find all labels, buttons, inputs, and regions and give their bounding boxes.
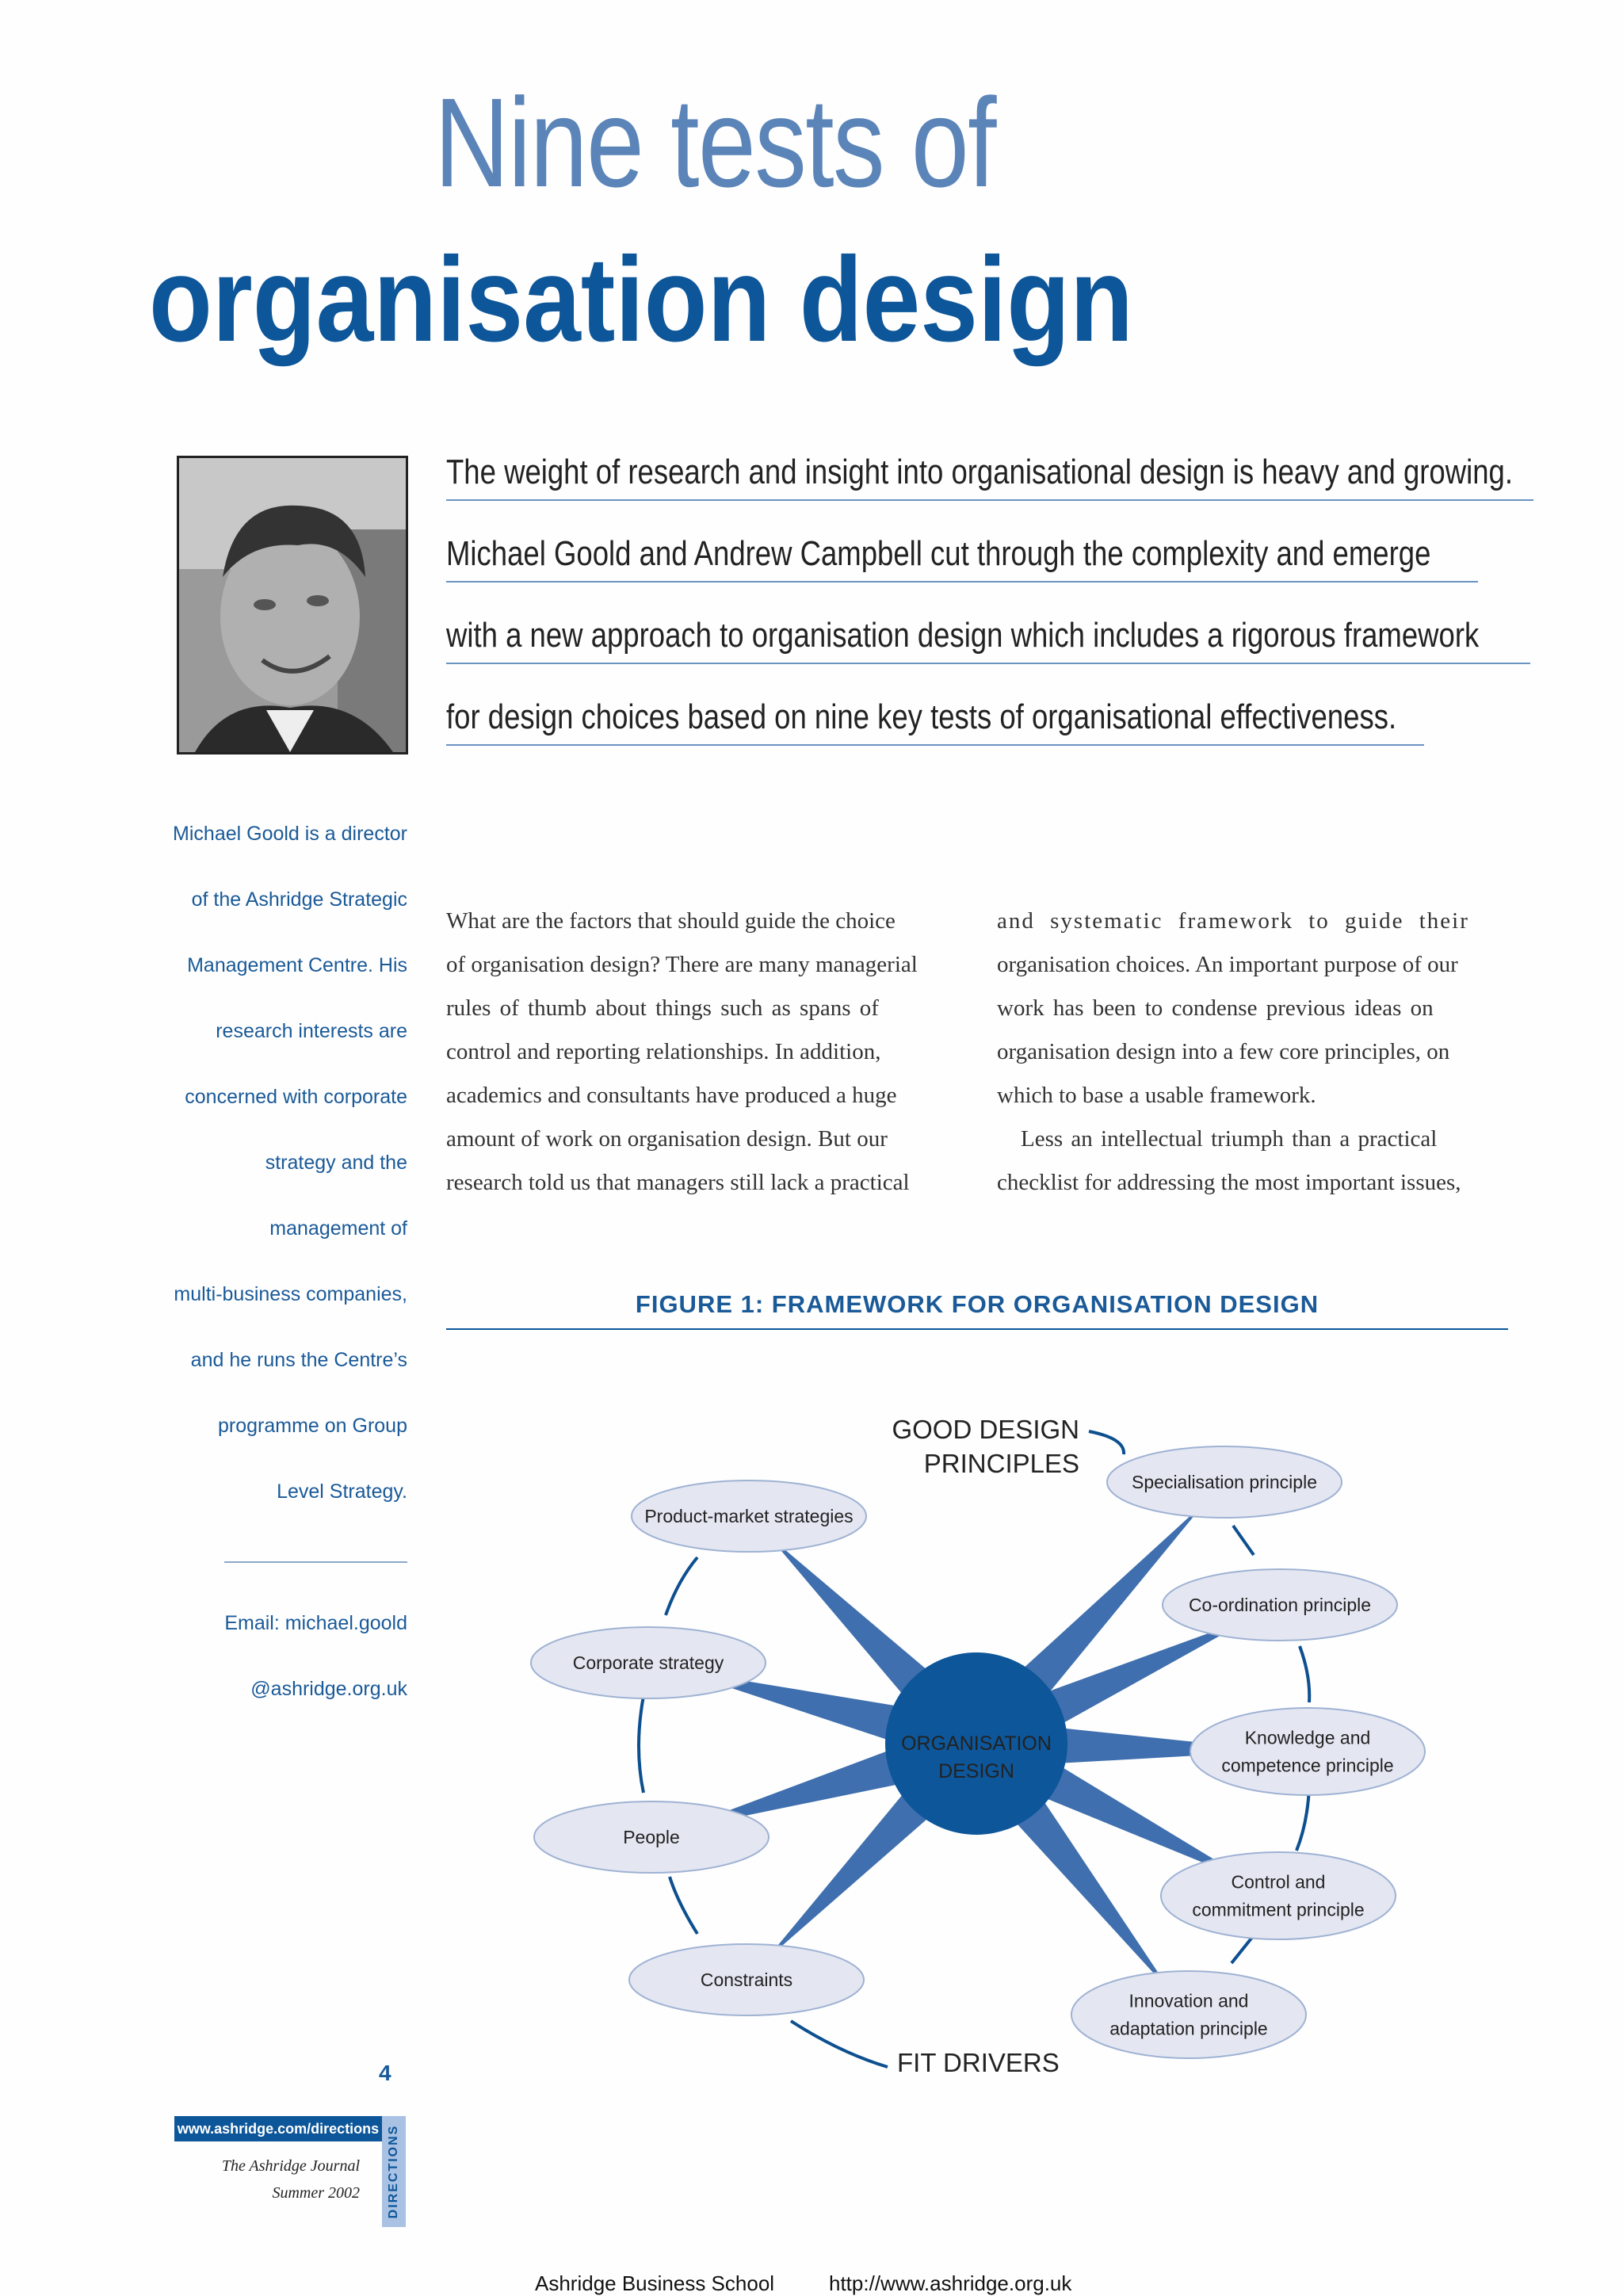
bio-line-7: management of: [269, 1217, 407, 1240]
intro-line-1: The weight of research and insight into organisational design is heavy and growing.: [446, 453, 1513, 491]
email-line-1[interactable]: Email: michael.goold: [224, 1612, 407, 1634]
fit-driver-node-4: [629, 1944, 864, 2015]
principle-node-2: [1163, 1569, 1397, 1641]
center-label-1: ORGANISATION: [901, 1733, 1052, 1755]
arc-drivers-2: [639, 1696, 643, 1793]
good-design-label-2: PRINCIPLES: [923, 1449, 1079, 1478]
fit-driver-node-2: [531, 1627, 766, 1698]
intro-line-3: with a new approach to organisation design which includes a rigorous framework: [446, 616, 1480, 655]
title-line-2: organisation design: [149, 232, 1133, 367]
fit-driver-node-4-label: Constraints: [700, 1969, 793, 1990]
bio-line-8: multi-business companies,: [174, 1283, 407, 1305]
bio-line-6: strategy and the: [265, 1152, 407, 1174]
body-col2-line: organisation design into a few core principles, on: [997, 1039, 1450, 1064]
principle-node-1-label: Specialisation principle: [1132, 1472, 1317, 1492]
body-col1-line: What are the factors that should guide the choice: [446, 908, 896, 934]
principle-node-5-shape: [1071, 1971, 1306, 2058]
intro-line-4: for design choices based on nine key tests of organisational effectiveness.: [446, 697, 1397, 736]
principle-node-5: [1071, 1971, 1306, 2058]
fit-driver-node-1-label: Product-market strategies: [644, 1506, 854, 1526]
fit-driver-node-3-label: People: [623, 1827, 680, 1847]
principle-node-4-label: commitment principle: [1192, 1899, 1365, 1920]
title-line-1: Nine tests of: [434, 71, 995, 213]
directions-tab: [382, 2116, 406, 2227]
body-col2-line: which to base a usable framework.: [997, 1083, 1316, 1108]
arc-drivers-3: [670, 1877, 697, 1934]
masthead-url[interactable]: www.ashridge.com/directions: [174, 2116, 382, 2141]
email-line-2[interactable]: @ashridge.org.uk: [250, 1678, 407, 1700]
body-col1-line: rules of thumb about things such as spans of: [446, 995, 879, 1021]
bio-line-11: Level Strategy.: [277, 1480, 407, 1503]
directions-tab-label: DIRECTIONS: [387, 2124, 400, 2219]
fit-driver-node-1: [632, 1480, 866, 1552]
bio-line-4: research interests are: [216, 1020, 407, 1042]
bio-line-2: of the Ashridge Strategic: [191, 888, 407, 911]
principle-node-4-shape: [1161, 1852, 1396, 1939]
page-number: 4: [379, 2061, 391, 2085]
arc-drivers-1: [666, 1557, 697, 1615]
principle-node-3-label: Knowledge and: [1244, 1727, 1371, 1748]
footer-website[interactable]: http://www.ashridge.org.uk: [829, 2271, 1072, 2295]
body-col1-line: academics and consultants have produced a huge: [446, 1083, 897, 1108]
body-col2-line: checklist for addressing the most important issues,: [997, 1170, 1461, 1195]
principle-node-5-label: Innovation and: [1128, 1990, 1249, 2011]
journal-name: The Ashridge Journal: [221, 2157, 360, 2175]
bio-line-3: Management Centre. His: [187, 954, 407, 976]
center-label-2: DESIGN: [938, 1760, 1014, 1782]
arc-principles-2: [1300, 1646, 1309, 1702]
body-col2-line: work has been to condense previous ideas on: [997, 995, 1434, 1021]
principle-node-3: [1190, 1708, 1425, 1795]
principle-node-3-label: competence principle: [1221, 1755, 1394, 1776]
principle-node-5-label: adaptation principle: [1109, 2018, 1268, 2039]
arc-principles-top: [1089, 1431, 1124, 1454]
arc-drivers-bottom: [791, 2021, 888, 2067]
principle-node-4: [1161, 1852, 1396, 1939]
bio-line-1: Michael Goold is a director: [173, 823, 407, 845]
footer-school: Ashridge Business School: [535, 2271, 775, 2295]
body-col1-line: of organisation design? There are many managerial: [446, 952, 918, 977]
body-col1-line: control and reporting relationships. In addition,: [446, 1039, 881, 1064]
intro-line-2: Michael Goold and Andrew Campbell cut through the complexity and emerge: [446, 534, 1431, 573]
figure-title: FIGURE 1: FRAMEWORK FOR ORGANISATION DESIGN: [635, 1290, 1319, 1318]
journal-issue: Summer 2002: [272, 2184, 360, 2202]
body-col1-line: research told us that managers still lack a practical: [446, 1170, 910, 1195]
fit-drivers-label: FIT DRIVERS: [897, 2048, 1060, 2077]
arc-principles-1: [1233, 1526, 1254, 1555]
body-col2-line: Less an intellectual triumph than a practical: [1021, 1126, 1438, 1152]
body-col2-line: organisation choices. An important purpose of our: [997, 952, 1458, 977]
arc-principles-3: [1296, 1787, 1309, 1851]
principle-node-3-shape: [1190, 1708, 1425, 1795]
fit-driver-node-3: [534, 1801, 769, 1873]
principle-node-1: [1107, 1446, 1342, 1518]
principle-node-2-label: Co-ordination principle: [1188, 1595, 1372, 1615]
fit-driver-node-2-label: Corporate strategy: [572, 1652, 724, 1673]
body-col1-line: amount of work on organisation design. But our: [446, 1126, 888, 1152]
good-design-label-1: GOOD DESIGN: [892, 1415, 1079, 1444]
bio-line-10: programme on Group: [217, 1415, 407, 1437]
body-col2-line: and systematic framework to guide their: [997, 908, 1469, 934]
principle-node-4-label: Control and: [1231, 1871, 1326, 1893]
bio-line-5: concerned with corporate: [185, 1086, 407, 1108]
bio-line-9: and he runs the Centre’s: [190, 1349, 407, 1371]
arc-principles-4: [1232, 1935, 1254, 1963]
